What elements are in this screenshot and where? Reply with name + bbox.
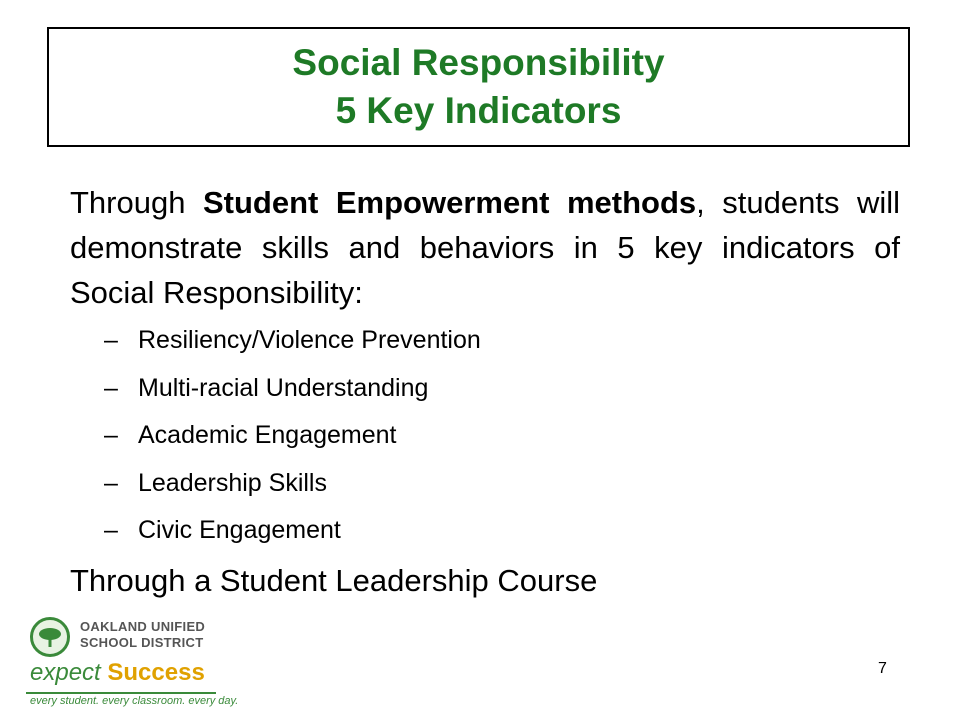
bullet-dash: – [104, 468, 118, 497]
title-box [47, 27, 910, 147]
indicator-label: Civic Engagement [138, 516, 341, 544]
list-item [104, 460, 481, 508]
logo-tag-success: Success [107, 659, 205, 686]
slide-title-line-2: 5 Key Indicators [335, 90, 622, 131]
slide-title-line-1: Social Responsibility [292, 42, 665, 83]
district-logo [24, 615, 239, 710]
logo-divider [26, 692, 216, 694]
intro-paragraph [70, 180, 900, 315]
indicator-label: Multi-racial Understanding [138, 373, 429, 402]
closing-line: Through a Student Leadership Course [70, 563, 598, 598]
intro-prefix: Through [70, 185, 203, 220]
bullet-dash: – [104, 421, 118, 449]
logo-org-line-1: OAKLAND UNIFIED [80, 619, 206, 634]
bullet-dash: – [104, 373, 118, 402]
logo-org-line-2: SCHOOL DISTRICT [80, 635, 204, 650]
logo-org-name [80, 619, 205, 651]
bullet-dash: – [104, 326, 118, 354]
logo-tag-prefix: expect [30, 659, 108, 686]
indicator-label: Academic Engagement [138, 421, 397, 449]
indicator-label: Leadership Skills [138, 468, 327, 497]
list-item [104, 412, 481, 460]
indicator-label: Resiliency/Violence Prevention [138, 326, 481, 354]
logo-tagline [30, 659, 205, 687]
list-item [104, 507, 481, 555]
intro-bold: Student Empowerment methods [202, 185, 697, 220]
logo-motto: every student. every classroom. every day. [30, 695, 239, 707]
list-item [104, 365, 481, 413]
page-number: 7 [878, 660, 887, 677]
tree-icon [36, 623, 66, 653]
list-item [104, 317, 481, 365]
indicator-list [104, 317, 481, 555]
bullet-dash: – [104, 516, 118, 544]
intro-suffix: , students will demonstrate skills and behaviors in 5 key indicators of Social Responsibility: [70, 185, 901, 310]
